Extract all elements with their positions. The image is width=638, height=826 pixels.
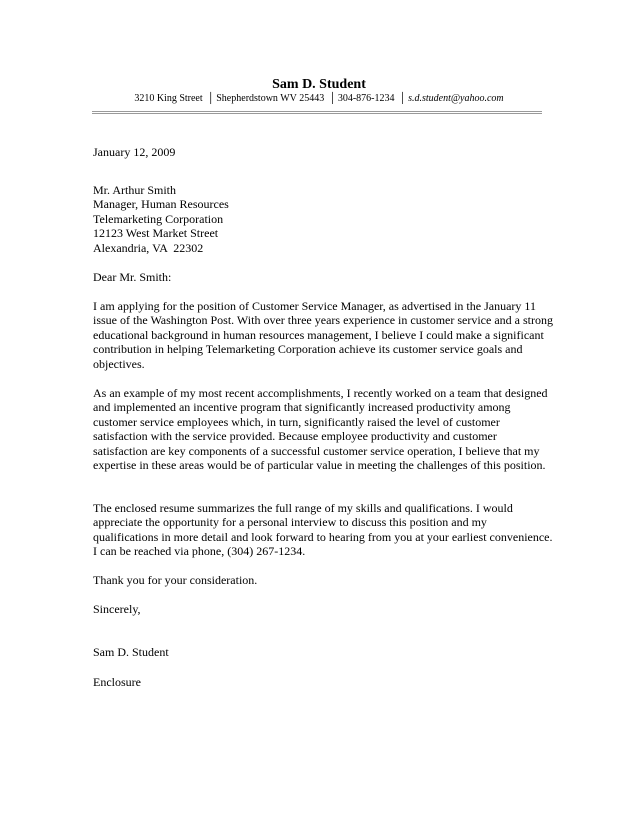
salutation: Dear Mr. Smith: (93, 270, 172, 284)
body-paragraph-1: I am applying for the position of Customer Service Manager, as advertised in the January 11 issue of the Washington Post. With over three years experience in customer service and a strong educational background in human resources management, I believe I could make a significant contribution in helping Telemarketing Corporation achieve its customer service goals and objectives. (93, 299, 553, 371)
body-paragraph-3: The enclosed resume summarizes the full range of my skills and qualifications. I would appreciate the opportunity for a personal interview to discuss this position and my qualifications in more detail and look forward to hearing from you at your earliest convenience. I can be reached via phone, (304) 267-1234. (93, 501, 553, 559)
sender-email: s.d.student@yahoo.com (408, 93, 504, 104)
letter-date: January 12, 2009 (93, 145, 176, 159)
sender-phone: 304-876-1234 (337, 93, 395, 104)
recipient-title: Manager, Human Resources (93, 197, 229, 212)
recipient-address (93, 183, 553, 255)
recipient-company: Telemarketing Corporation (93, 211, 224, 226)
sender-name: Sam D. Student (272, 77, 366, 92)
signature-name: Sam D. Student (93, 645, 169, 659)
sender-city: Shepherdstown WV 25443 (216, 93, 325, 104)
separator: │ (398, 93, 407, 104)
letterhead-divider (92, 111, 542, 114)
separator: │ (207, 93, 215, 104)
separator: │ (328, 93, 336, 104)
recipient-street: 12123 West Market Street (93, 226, 219, 241)
thanks-line: Thank you for your consideration. (93, 573, 258, 587)
recipient-city: Alexandria, VA 22302 (93, 240, 204, 255)
closing: Sincerely, (93, 602, 141, 616)
body-paragraph-2: As an example of my most recent accomplishments, I recently worked on a team that designed and implemented an incentive program that significantly increased productivity among customer service employees which, in turn, significantly raised the level of customer satisfaction with the service provided. Because employee productivity and customer satisfaction are key components of a successful customer service operation, I believe that my expertise in these areas would be of particular value in meeting the challenges of this position. (93, 386, 548, 473)
sender-street: 3210 King Street (134, 93, 203, 104)
enclosure-note: Enclosure (93, 675, 141, 689)
sender-contact-line (0, 92, 638, 105)
recipient-name: Mr. Arthur Smith (93, 183, 177, 197)
